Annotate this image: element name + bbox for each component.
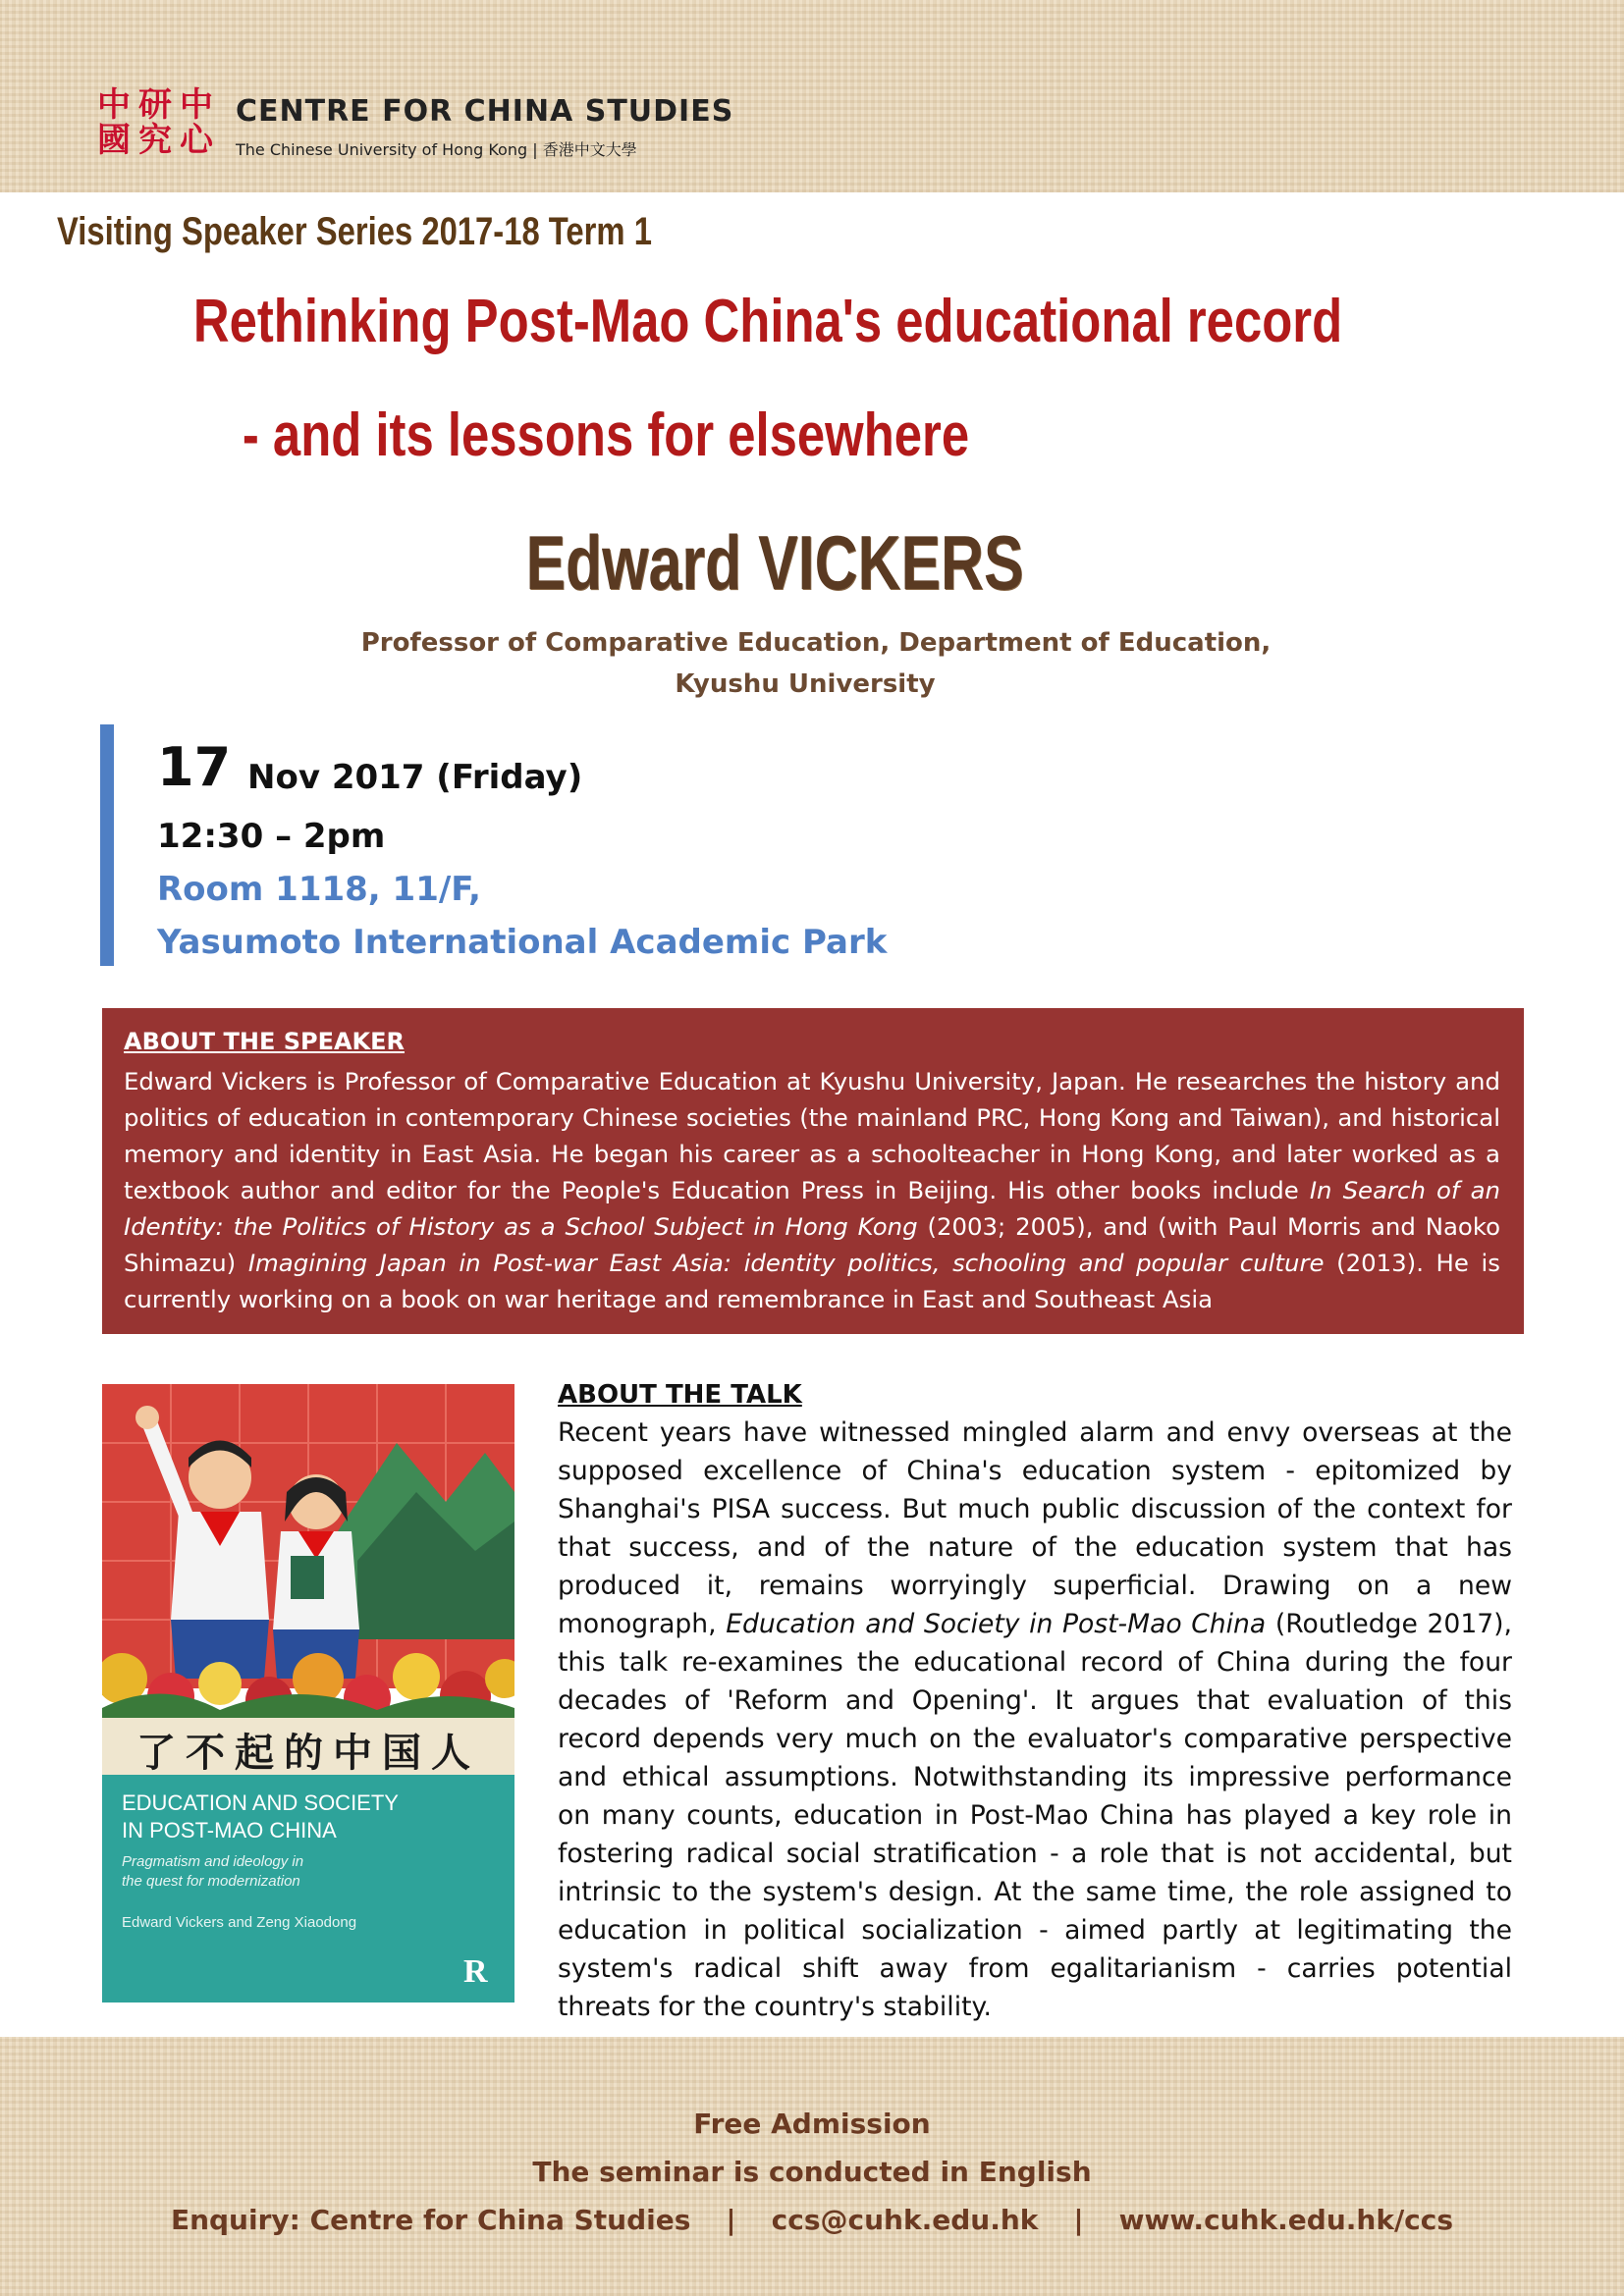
venue-building: Yasumoto International Academic Park [157,923,888,962]
separator: | [1073,2204,1084,2236]
bio-book-title: Imagining Japan in Post-war East Asia: identity politics, schooling and popular culture [247,1249,1325,1277]
about-speaker-heading: ABOUT THE SPEAKER [124,1028,406,1055]
about-talk-section [558,1380,1512,2026]
logo-char: 究 [138,121,172,160]
talk-title-line1: Rethinking Post-Mao China's educational record [192,288,1343,355]
series-title: Visiting Speaker Series 2017-18 Term 1 [57,210,652,253]
book-cover-authors: Edward Vickers and Zeng Xiaodong [122,1914,357,1931]
enquiry-line [0,2204,1624,2236]
separator: | [726,2204,736,2236]
venue-room: Room 1118, 11/F, [157,870,481,909]
logo-char: 國 [97,121,131,160]
abstract-book-title: Education and Society in Post-Mao China [726,1609,1267,1639]
logo-char: 中 [97,85,131,125]
abstract-text: (Routledge 2017), this talk re-examines the educational record of China during the four decades of 'Reform and Opening'. It argues that evaluation of this record depends very much on the evaluator's comparative perspective and ethical assumptions. Notwithstanding its impressive performance on many counts, education in Post-Mao China has played a key role in fostering radical social stratification - a role that is not accidental, but intrinsic to the system's design. At the same time, the role assigned to education in political socialization - aimed partly at legitimating the system's radical shift away from egalitarianism - carries potential threats for the country's stability. [558,1609,1513,2022]
logo-char: 中 [180,85,213,125]
free-admission: Free Admission [693,2108,931,2140]
publisher-logo-icon: R [463,1953,488,1990]
book-cover-image [102,1384,514,2002]
org-name: CENTRE FOR CHINA STUDIES [236,94,734,129]
event-time: 12:30 – 2pm [157,817,386,856]
logo-char: 研 [138,85,172,125]
bio-text: (2013). He is currently working on a book on war heritage and remembrance in East and Southeast Asia [124,1249,1500,1313]
enquiry-label: Enquiry: Centre for China Studies [170,2204,691,2236]
speaker-bio [124,1063,1500,1317]
website-link[interactable]: www.cuhk.edu.hk/ccs [1118,2204,1454,2236]
ccs-logo [94,85,220,160]
language-note: The seminar is conducted in English [532,2156,1092,2188]
talk-abstract [558,1414,1512,2026]
bio-text: Edward Vickers is Professor of Comparative Education at Kyushu University, Japan. He researches the history and politics of education in contemporary Chinese societies (the mainland PRC, Hong Kong and Taiwan), and historical memory and identity in East Asia. He began his career as a schoolteacher in Hong Kong, and later worked as a textbook author and editor for the People's Education Press in Beijing. His other books include [124,1067,1500,1204]
book-cover-title-line1: EDUCATION AND SOCIETY [122,1790,399,1815]
book-cover-subtitle-line2: the quest for modernization [122,1873,300,1890]
bio-book-title: In Search of an Identity: the Politics of History as a School Subject in Hong Kong [124,1176,1500,1241]
email-link[interactable]: ccs@cuhk.edu.hk [771,2204,1039,2236]
book-cover-title-line2: IN POST-MAO CHINA [122,1818,337,1842]
about-talk-heading: ABOUT THE TALK [558,1380,802,1410]
abstract-text: Recent years have witnessed mingled alarm and envy overseas at the supposed excellence of China's education system - epitomized by Shanghai's PISA success. But much public discussion of the context for that success, and of the nature of the education system that has produced it, remains worryingly superficial. Drawing on a new monograph, [558,1417,1512,1639]
talk-title-line2: - and its lessons for elsewhere [242,401,970,469]
speaker-affiliation-line1: Professor of Comparative Education, Department of Education, [360,628,1272,658]
about-speaker-box [102,1008,1524,1334]
book-cover-subtitle-line1: Pragmatism and ideology in [122,1853,304,1870]
date-month-year: Nov 2017 (Friday) [247,758,583,797]
logo-char: 心 [180,121,213,160]
book-cover-chinese-title: 了不起的中国人 [136,1731,480,1776]
date-day: 17 [157,736,232,798]
org-subtitle: The Chinese University of Hong Kong | 香港中文大學 [236,140,637,159]
speaker-name: Edward VICKERS [525,519,1024,606]
speaker-affiliation-line2: Kyushu University [675,669,936,699]
bio-text: (2003; 2005), and (with Paul Morris and Naoko Shimazu) [124,1212,1501,1277]
date-accent-bar [100,724,114,966]
